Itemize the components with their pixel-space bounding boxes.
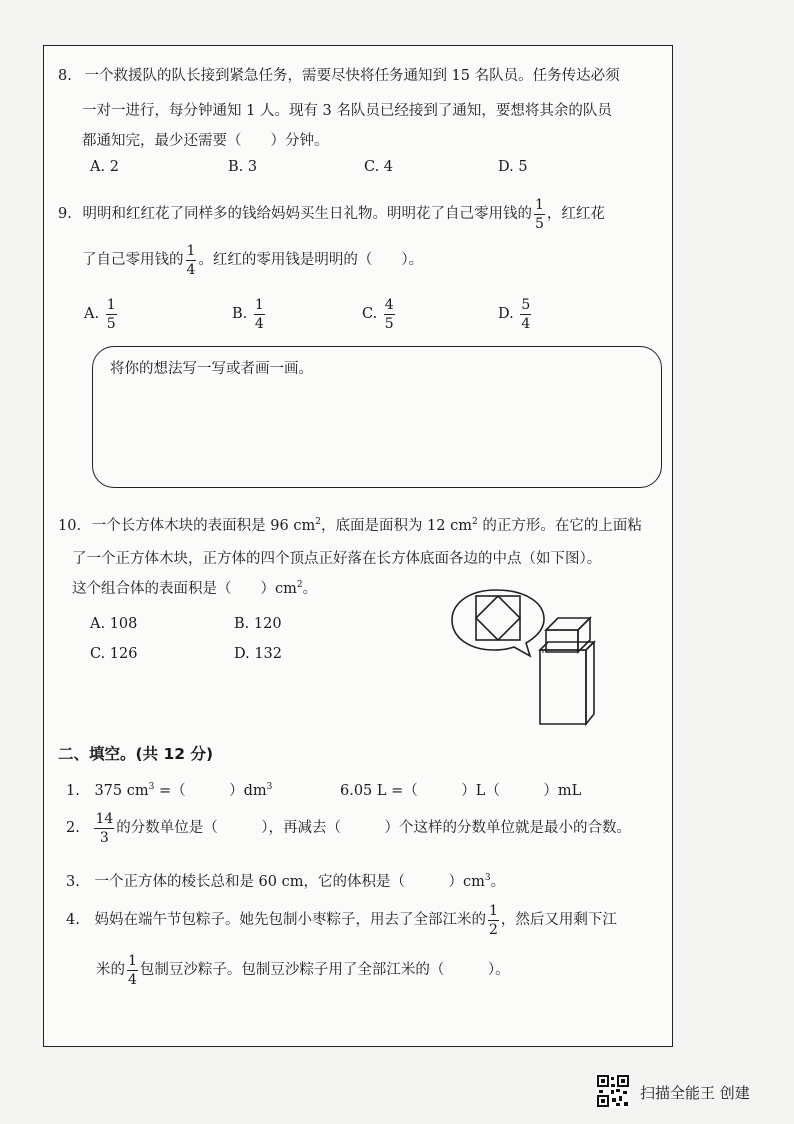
q9-number: 9. [58,206,72,222]
q8-number: 8. [58,68,72,84]
fill-question-4-line2: 米的 $\frac{1}{4}$ 包制豆沙粽子。包制豆沙粽子用了全部江米的（ ）。 [96,952,510,988]
answer-box-prompt: 将你的想法写一写或者画一画。 [110,361,313,377]
q10-number: 10. [58,518,82,534]
q10-option-a[interactable]: A. 108 [90,616,138,632]
q8-line3: 都通知完，最少还需要（ ）分钟。 [82,133,329,149]
qr-code-icon [596,1074,630,1108]
q10-line3: 这个组合体的表面积是（ ）$cm^2$。 [72,580,318,597]
q8-option-b[interactable]: B. 3 [228,159,258,175]
q9-text-c: 了自己零用钱的 [82,252,184,268]
q8-option-a[interactable]: A. 2 [90,159,119,175]
fill-question-1: 1. 375 $cm^3$ =（ ）$dm^3$ [66,782,273,799]
question-9 [58,196,605,232]
q9-text-d: 。红红的零用钱是明明的（ ）。 [198,252,424,268]
q9-text-a: 明明和红红花了同样多的钱给妈妈买生日礼物。明明花了自己零用钱的 [82,206,532,222]
q9-text-b: ，红红花 [546,206,605,222]
q9-option-b[interactable]: B. $\frac{1}{4}$ [232,296,264,332]
combined-solid-figure [448,586,620,726]
fraction: $\frac{1}{4}$ [186,242,196,278]
fill-question-4: 4. 妈妈在端午节包粽子。她先包制小枣粽子，用去了全部江米的 $\frac{1}{2}$ ，然后又用剩下江 [66,902,617,938]
fill-question-1-part2: 6.05 L =（ ）L（ ）mL [340,783,582,799]
footer-watermark: 扫描全能王 创建 [640,1084,750,1102]
q8-line2: 一对一进行，每分钟通知 1 人。现有 3 名队员已经接到了通知，要想将其余的队员 [82,103,612,119]
q10-option-c[interactable]: C. 126 [90,646,138,662]
q10-line2: 了一个正方体木块，正方体的四个顶点正好落在长方体底面各边的中点（如下图）。 [72,551,602,567]
q8-option-d[interactable]: D. 5 [498,159,528,175]
fill-question-3: 3. 一个正方体的棱长总和是 60 cm，它的体积是（ ）$cm^3$。 [66,873,506,890]
section-2-title: 二、填空。(共 12 分) [58,745,214,763]
question-8 [58,64,620,85]
question-10: 10. 一个长方体木块的表面积是 96 $cm^2$，底面是面积为 12 $cm^2$ 的正方形。在它的上面粘 [58,517,642,534]
fraction: $\frac{1}{5}$ [534,196,544,232]
q8-option-c[interactable]: C. 4 [364,159,394,175]
q9-option-a[interactable]: A. $\frac{1}{5}$ [84,296,116,332]
q9-option-d[interactable]: D. $\frac{5}{4}$ [498,296,531,332]
q9-line2 [82,242,423,278]
q8-line1: 一个救援队的队长接到紧急任务，需要尽快将任务通知到 15 名队员。任务传达必须 [84,68,620,84]
q9-option-c[interactable]: C. $\frac{4}{5}$ [362,296,394,332]
q10-option-b[interactable]: B. 120 [234,616,282,632]
fill-question-2: 2. $\frac{14}{3}$ 的分数单位是（ ），再减去（ ）个这样的分数单位就是最小的合数。 [66,810,632,846]
q10-option-d[interactable]: D. 132 [234,646,283,662]
